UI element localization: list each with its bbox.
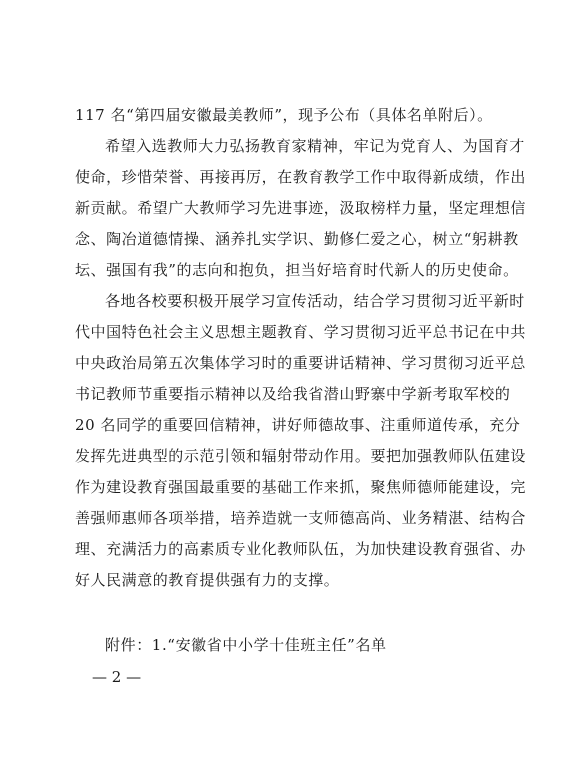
text-line: 各地各校要积极开展学习宣传活动，结合学习贯彻习近平新时 [105,292,525,310]
text-line: 理、充满活力的高素质专业化教师队伍，为加快建设教育强省、办 [75,540,526,558]
text-line: 坛、强国有我”的志向和抱负，担当好培育时代新人的历史使命。 [75,261,519,279]
text-line: 代中国特色社会主义思想主题教育、学习贯彻习近平总书记在中共 [75,323,526,341]
text-line: 20 名同学的重要回信精神，讲好师德故事、注重师道传承，充分 [75,416,521,434]
body-text [75,100,526,661]
text-line: 善强师惠师各项举措，培养造就一支师德高尚、业务精湛、结构合 [75,509,526,527]
text-line: 117 名“第四届安徽最美教师”，现予公布（具体名单附后）。 [75,106,493,124]
text-line: 书记教师节重要指示精神以及给我省潜山野寨中学新考取军校的 [75,385,511,403]
attachment-line: 附件：1.“安徽省中小学十佳班主任”名单 [105,636,387,654]
text-line: 作为建设教育强国最重要的基础工作来抓，聚焦师德师能建设，完 [75,478,526,496]
text-line: 使命，珍惜荣誉、再接再厉，在教育教学工作中取得新成绩，作出 [75,168,526,186]
page-number: — 2 — [92,668,142,686]
text-line: 新贡献。希望广大教师学习先进事迹，汲取榜样力量，坚定理想信 [75,199,526,217]
text-line: 念、陶冶道德情操、涵养扎实学识、勤修仁爱之心，树立“躬耕教 [75,230,519,248]
text-line: 中央政治局第五次集体学习时的重要讲话精神、学习贯彻习近平总 [75,354,526,372]
text-line: 希望入选教师大力弘扬教育家精神，牢记为党育人、为国育才 [105,137,525,155]
text-line: 发挥先进典型的示范引领和辐射带动作用。要把加强教师队伍建设 [75,447,526,465]
text-line: 好人民满意的教育提供强有力的支撑。 [75,571,340,589]
